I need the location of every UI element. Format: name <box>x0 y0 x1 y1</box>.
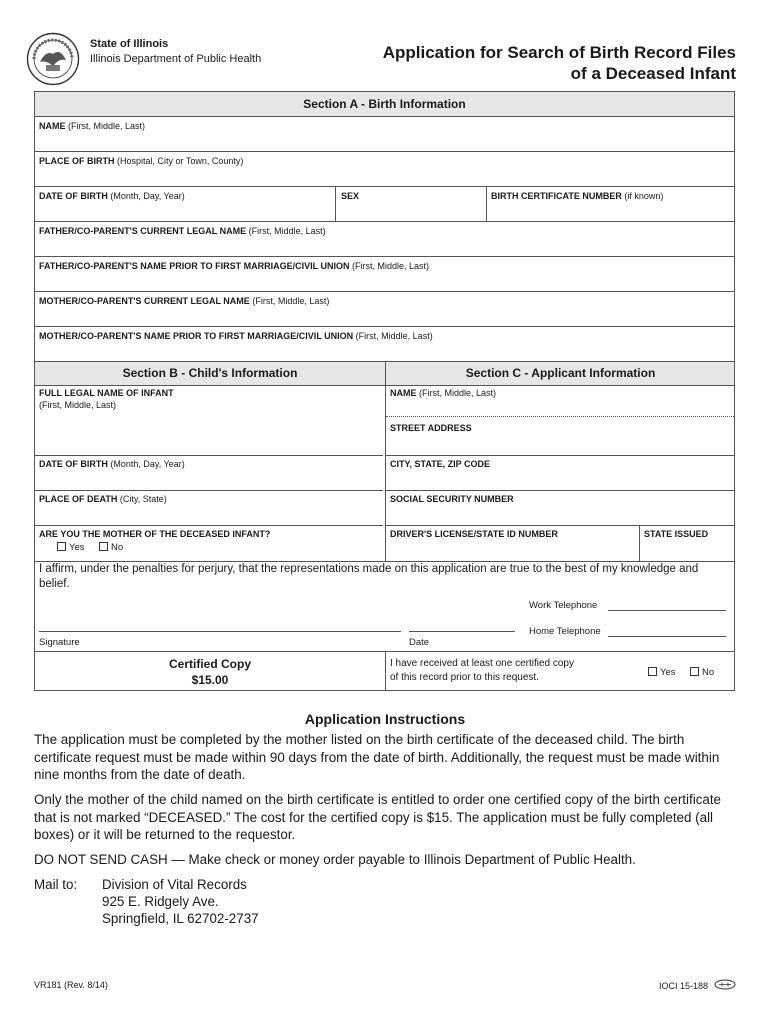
drivers-license-label: DRIVER'S LICENSE/STATE ID NUMBER <box>390 529 558 539</box>
date-line[interactable] <box>409 631 515 632</box>
place-of-death-label: PLACE OF DEATH (City, State) <box>39 494 167 504</box>
section-a-heading: Section A - Birth Information <box>303 97 466 111</box>
work-telephone-line[interactable] <box>608 610 726 611</box>
date-of-birth-label: DATE OF BIRTH (Month, Day, Year) <box>39 191 185 201</box>
city-state-zip-label: CITY, STATE, ZIP CODE <box>390 459 491 469</box>
mail-address-line3: Springfield, IL 62702-2737 <box>102 911 259 926</box>
certified-copy-price: $15.00 <box>191 673 229 687</box>
street-address-label: STREET ADDRESS <box>390 423 472 433</box>
mother-current-name-label: MOTHER/CO-PARENT'S CURRENT LEGAL NAME (First, Middle, Last) <box>39 296 330 306</box>
signature-label: Signature <box>39 637 80 648</box>
union-bug-icon <box>714 979 736 990</box>
form-title-line1: Application for Search of Birth Record Files <box>382 43 736 62</box>
ssn-label: SOCIAL SECURITY NUMBER <box>390 494 514 504</box>
infant-date-of-birth-label: DATE OF BIRTH (Month, Day, Year) <box>39 459 185 469</box>
father-current-name-label: FATHER/CO-PARENT'S CURRENT LEGAL NAME (First, Middle, Last) <box>39 226 326 236</box>
prior-copy-no-checkbox[interactable] <box>690 667 699 676</box>
place-of-birth-input[interactable] <box>38 168 731 182</box>
mother-question-label: ARE YOU THE MOTHER OF THE DECEASED INFANT? <box>39 529 271 539</box>
mother-no-checkbox[interactable] <box>99 542 108 551</box>
infant-full-name-label: FULL LEGAL NAME OF INFANT <box>39 388 174 398</box>
infant-full-name-hint: (First, Middle, Last) <box>39 400 117 410</box>
state-issued-label: STATE ISSUED <box>644 529 709 539</box>
mother-no-option[interactable]: No <box>99 542 123 553</box>
section-c-heading: Section C - Applicant Information <box>465 366 656 380</box>
affirmation-text: I affirm, under the penalties for perjury, that the representations made on this application are true to the best of my knowledge and belief. <box>39 563 699 590</box>
state-seal-logo <box>26 32 80 86</box>
work-telephone-label: Work Telephone <box>529 600 598 611</box>
applicant-name-label: NAME (First, Middle, Last) <box>390 388 497 398</box>
print-code: IOCI 15-188 <box>659 981 709 991</box>
father-prior-name-label: FATHER/CO-PARENT'S NAME PRIOR TO FIRST MARRIAGE/CIVIL UNION (First, Middle, Last) <box>39 261 430 271</box>
instructions-paragraph-3: DO NOT SEND CASH — Make check or money order payable to Illinois Department of Public Health. <box>34 852 636 867</box>
birth-cert-number-label: BIRTH CERTIFICATE NUMBER (if known) <box>491 191 664 201</box>
instructions-paragraph-1: The application must be completed by the mother listed on the birth certificate of the deceased child. The birth certificate request must be made within 90 days from the date of birth. Additionally, the request must be made within nine months from the date of death. <box>34 732 720 782</box>
mother-yes-option[interactable]: Yes <box>57 542 85 553</box>
mother-prior-name-label: MOTHER/CO-PARENT'S NAME PRIOR TO FIRST MARRIAGE/CIVIL UNION (First, Middle, Last) <box>39 331 433 341</box>
place-of-birth-label: PLACE OF BIRTH (Hospital, City or Town, County) <box>39 156 244 166</box>
home-telephone-line[interactable] <box>608 636 726 637</box>
mail-address-line1: Division of Vital Records <box>102 877 247 892</box>
instructions-paragraph-2: Only the mother of the child named on the birth certificate is entitled to order one certified copy of the birth certificate that is not marked “DECEASED.” The cost for the certified copy is $15. The application must be fully completed (all boxes) or it will be returned to the requestor. <box>34 792 722 842</box>
form-title-line2: of a Deceased Infant <box>570 64 736 83</box>
form-id: VR181 (Rev. 8/14) <box>34 980 108 990</box>
application-form <box>34 91 735 691</box>
agency-state: State of Illinois <box>90 38 169 50</box>
certified-copy-title: Certified Copy <box>168 657 251 671</box>
prior-copy-yes-option[interactable]: Yes <box>648 667 676 678</box>
home-telephone-label: Home Telephone <box>529 626 601 637</box>
prior-copy-no-option[interactable]: No <box>690 667 714 678</box>
mail-address-line2: 925 E. Ridgely Ave. <box>102 894 219 909</box>
prior-copy-yes-checkbox[interactable] <box>648 667 657 676</box>
section-b-heading: Section B - Child's Information <box>122 366 298 380</box>
mail-to-label: Mail to: <box>34 877 78 892</box>
sex-label: SEX <box>341 191 360 201</box>
agency-department: Illinois Department of Public Health <box>90 53 262 65</box>
prior-copy-line2: of this record prior to this request. <box>390 672 539 683</box>
mother-yes-checkbox[interactable] <box>57 542 66 551</box>
prior-copy-line1: I have received at least one certified copy <box>390 658 574 669</box>
name-label: NAME (First, Middle, Last) <box>39 121 146 131</box>
section-a-name-input[interactable] <box>38 132 731 146</box>
signature-line[interactable] <box>39 631 401 632</box>
instructions-heading: Application Instructions <box>304 711 466 727</box>
date-label: Date <box>409 637 430 648</box>
